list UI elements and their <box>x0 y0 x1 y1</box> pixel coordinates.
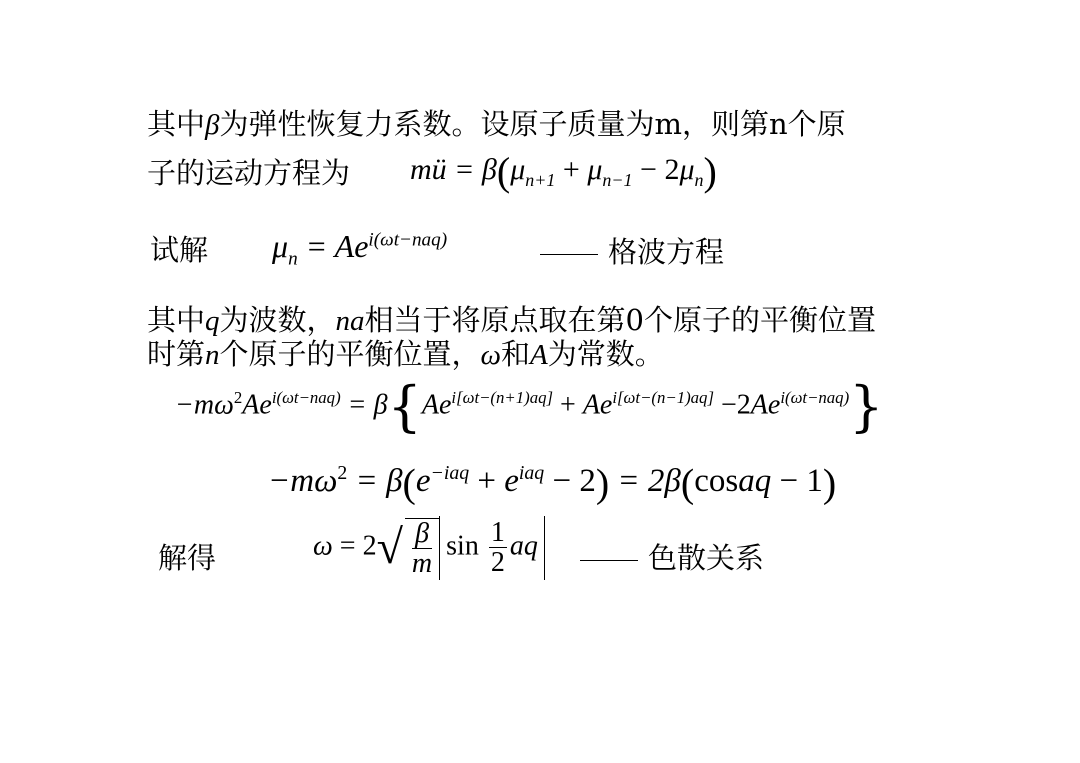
solution-label: 解得 <box>158 541 217 575</box>
trial-label: 试解 <box>150 233 209 267</box>
intro-line-1 <box>147 106 846 143</box>
substituted-equation <box>175 375 884 438</box>
intro-line-1-pre: 其中 <box>147 107 206 141</box>
para-line-2 <box>147 336 664 373</box>
eq1-mu2: μ <box>587 152 603 186</box>
para-l2-mid: 个原子的平衡位置， <box>219 337 481 371</box>
eq3-lhs: −mω <box>268 463 338 499</box>
eq2-plus: + <box>553 389 583 421</box>
eq1-lhs: mü <box>410 152 447 186</box>
one-half <box>489 518 507 578</box>
dash-line <box>540 254 598 255</box>
eq2-t2: Ae <box>582 389 613 421</box>
eq2-t3-exp: i(ωt−naq) <box>780 388 850 408</box>
intro-line-1-post: 为弹性恢复力系数。设原子质量为m，则第n个原 <box>219 107 846 141</box>
eq3-m1: − 1 <box>771 463 823 499</box>
para-and: 和 <box>501 337 531 371</box>
trial-mu: μ <box>272 228 289 264</box>
eq2-eq: = β <box>340 389 388 421</box>
eq3-open-paren-1: ( <box>402 460 416 506</box>
eq1-open-paren: ( <box>496 149 511 194</box>
half-num: 1 <box>490 517 505 548</box>
eq3-eq: = β <box>347 463 403 499</box>
simplified-equation <box>268 460 837 506</box>
para-l1-mid: 为波数， <box>219 303 336 337</box>
para-A: A <box>530 339 548 371</box>
eq3-e2: e <box>504 463 519 499</box>
eq3-cos: cos <box>694 463 739 499</box>
eq1-mu1: μ <box>510 152 526 186</box>
trial-caption: 格波方程 <box>608 235 725 269</box>
trial-solution <box>272 228 448 270</box>
eq2-t1: Ae <box>421 389 452 421</box>
eq3-e2-exp: iaq <box>518 462 545 484</box>
eq1-eq: = β <box>446 152 497 186</box>
eq3-eq2: = 2β <box>609 463 681 499</box>
beta-symbol: β <box>205 109 220 141</box>
beta-over-m <box>412 519 432 579</box>
sol-eq: = 2 <box>332 530 377 562</box>
eq2-lhs: −mω <box>175 389 234 421</box>
eq3-aq: aq <box>738 463 772 499</box>
para-q: q <box>205 305 220 337</box>
sol-omega: ω <box>313 530 333 562</box>
para-n: n <box>205 339 220 371</box>
intro-line-2: 子的运动方程为 <box>147 156 351 190</box>
eq3-open-paren-2: ( <box>680 460 695 506</box>
solution-caption-wrap <box>580 540 764 576</box>
dispersion-relation <box>313 516 545 580</box>
eq2-lhs-exp: i(ωt−naq) <box>271 388 341 408</box>
eq2-open-brace: { <box>387 375 422 438</box>
para-l1-pre: 其中 <box>147 303 206 337</box>
eq3-minus: − 2 <box>544 463 596 499</box>
eq1-mu3-sub: n <box>694 169 704 190</box>
eq1-plus: + <box>555 152 588 186</box>
dash-line-2 <box>580 560 638 561</box>
eq2-t2-exp: i[ωt−(n−1)aq] <box>612 388 714 408</box>
frac-den: m <box>411 547 433 579</box>
eq3-plus: + <box>469 463 505 499</box>
trial-caption-wrap <box>540 234 724 270</box>
eq3-close-paren-1: ) <box>595 460 610 506</box>
abs-value <box>439 516 545 580</box>
sqrt-icon: √ <box>376 520 403 574</box>
eq2-close-brace: } <box>849 375 884 438</box>
eq2-lhs-sup: 2 <box>233 388 243 408</box>
eq3-e1-exp: −iaq <box>430 462 470 484</box>
trial-rhs: = Ae <box>297 228 369 264</box>
eq1-mu3: μ <box>679 152 695 186</box>
para-line-1 <box>147 302 876 339</box>
para-l2-pre: 时第 <box>147 337 206 371</box>
trial-exp: i(ωt−naq) <box>368 229 448 251</box>
eq3-close-paren-2: ) <box>822 460 837 506</box>
eq2-lhs-ae: Ae <box>242 389 272 421</box>
para-omega: ω <box>480 339 502 371</box>
eq1-minus: − 2 <box>632 152 680 186</box>
half-den: 2 <box>490 547 505 579</box>
equation-of-motion <box>410 149 717 194</box>
para-na: na <box>335 305 365 337</box>
sqrt-body <box>405 518 439 579</box>
eq1-mu1-sub: n+1 <box>525 169 556 190</box>
eq2-t3: Ae <box>750 389 781 421</box>
eq3-e1: e <box>415 463 431 499</box>
sol-aq: aq <box>509 530 538 562</box>
sol-sin: sin <box>446 530 486 562</box>
eq1-mu2-sub: n−1 <box>602 169 633 190</box>
eq1-close-paren: ) <box>703 149 717 194</box>
trial-mu-sub: n <box>288 248 298 270</box>
para-l2-post: 为常数。 <box>547 337 664 371</box>
eq3-lhs-sup: 2 <box>337 462 348 484</box>
para-l1-post: 相当于将原点取在第0个原子的平衡位置 <box>364 303 876 337</box>
eq2-minus: −2 <box>713 389 751 421</box>
frac-num: β <box>412 519 432 549</box>
solution-caption: 色散关系 <box>648 541 765 575</box>
eq2-t1-exp: i[ωt−(n+1)aq] <box>451 388 554 408</box>
